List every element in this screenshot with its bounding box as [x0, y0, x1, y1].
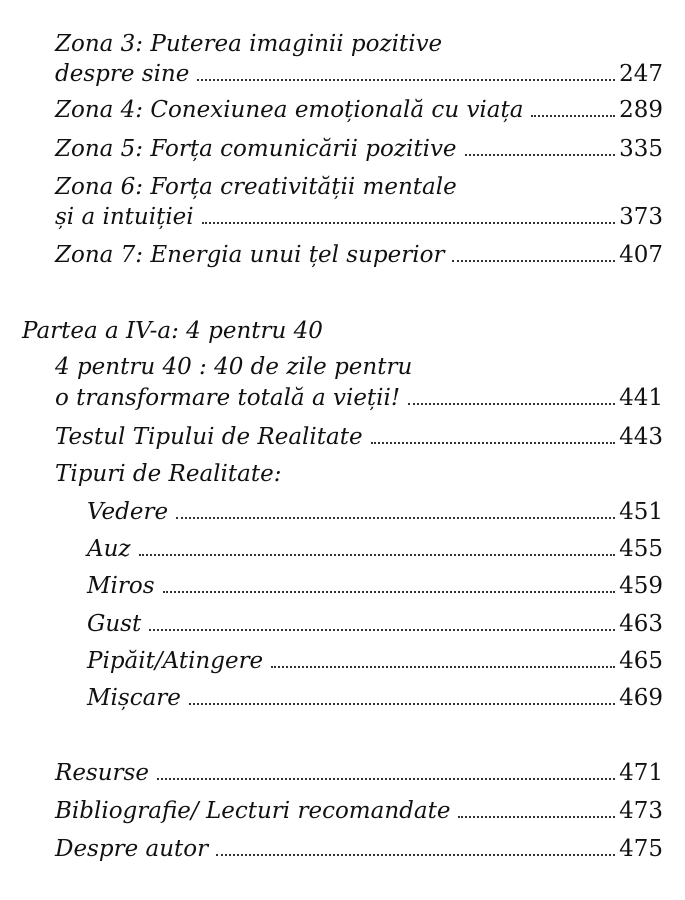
toc-entry-label: Miros: [87, 573, 155, 599]
toc-page-number: 465: [619, 648, 663, 674]
dot-leader: [149, 628, 615, 631]
toc-page-number: 469: [619, 685, 663, 711]
toc-page-number: 471: [619, 760, 663, 786]
toc-entry-type: [87, 534, 663, 564]
subsection-heading: Tipuri de Realitate:: [55, 461, 282, 487]
toc-entry-label: Bibliografie/ Lecturi recomandate: [55, 798, 451, 824]
dot-leader: [458, 815, 615, 818]
dot-leader: [371, 441, 616, 444]
toc-entry-bibliography: [55, 796, 663, 826]
toc-entry-label: Mișcare: [87, 685, 181, 711]
toc-page-number: 455: [619, 536, 663, 562]
toc-entry-test: [55, 422, 663, 452]
toc-entry-zone6-line1: Zona 6: Forța creativității mentale: [55, 174, 457, 200]
toc-entry-label: Zona 4: Conexiunea emoțională cu viața: [55, 97, 524, 123]
dot-leader: [531, 114, 615, 117]
toc-page-number: 441: [619, 385, 663, 411]
toc-entry-zone7: [55, 240, 663, 270]
toc-entry-zone4: [55, 95, 663, 125]
toc-entry-type: [87, 609, 663, 639]
toc-entry-label: Resurse: [55, 760, 149, 786]
toc-entry-label: Pipăit/Atingere: [87, 648, 264, 674]
toc-entry-label: Auz: [87, 536, 131, 562]
dot-leader: [189, 702, 615, 705]
toc-entry-type: [87, 571, 663, 601]
dot-leader: [216, 853, 615, 856]
part-heading: Partea a IV-a: 4 pentru 40: [22, 318, 323, 344]
dot-leader: [202, 221, 615, 224]
dot-leader: [197, 78, 615, 81]
toc-entry-label: Zona 7: Energia unui țel superior: [55, 242, 445, 268]
toc-page-number: 407: [619, 242, 663, 268]
toc-page-number: 459: [619, 573, 663, 599]
toc-entry-zone6: [55, 202, 663, 232]
toc-entry-label: Gust: [87, 611, 142, 637]
toc-entry-type: [87, 646, 663, 676]
toc-page-number: 451: [619, 499, 663, 525]
toc-entry-label: Zona 5: Forța comunicării pozitive: [55, 136, 457, 162]
dot-leader: [157, 777, 615, 780]
toc-page-number: 335: [619, 136, 663, 162]
dot-leader: [176, 516, 615, 519]
toc-page-number: 463: [619, 611, 663, 637]
toc-entry-author: [55, 834, 663, 864]
toc-page-number: 443: [619, 424, 663, 450]
dot-leader: [271, 665, 615, 668]
toc-page-number: 373: [619, 204, 663, 230]
toc-entry-zone3-line1: Zona 3: Puterea imaginii pozitive: [55, 31, 443, 57]
dot-leader: [408, 402, 615, 405]
toc-entry-label: Vedere: [87, 499, 169, 525]
toc-entry-label: Testul Tipului de Realitate: [55, 424, 363, 450]
toc-page-number: 289: [619, 97, 663, 123]
toc-entry-zone3: [55, 59, 663, 89]
dot-leader: [452, 259, 615, 262]
toc-entry-intro-line1: 4 pentru 40 : 40 de zile pentru: [55, 354, 413, 380]
toc-entry-intro: [55, 383, 663, 413]
toc-page-number: 473: [619, 798, 663, 824]
toc-page-number: 247: [619, 61, 663, 87]
toc-entry-label: o transformare totală a vieții!: [55, 385, 401, 411]
toc-entry-label: despre sine: [55, 61, 190, 87]
toc-entry-label: și a intuiției: [55, 204, 194, 230]
toc-entry-type: [87, 497, 663, 527]
toc-entry-zone5: [55, 134, 663, 164]
toc-entry-resources: [55, 758, 663, 788]
toc-entry-type: [87, 683, 663, 713]
dot-leader: [163, 590, 616, 593]
toc-entry-label: Despre autor: [55, 836, 209, 862]
dot-leader: [465, 153, 616, 156]
toc-page-number: 475: [619, 836, 663, 862]
dot-leader: [139, 553, 616, 556]
